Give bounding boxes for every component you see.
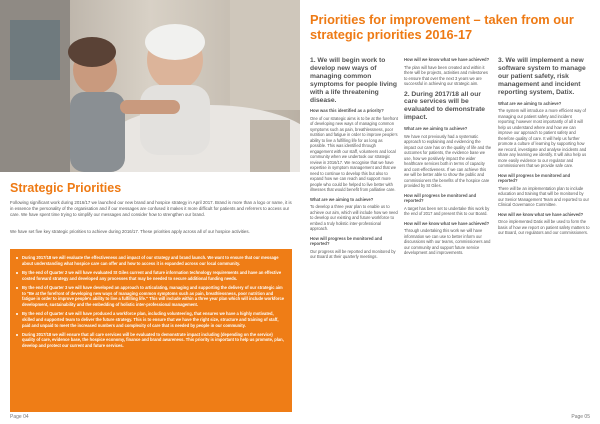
strategic-priorities-heading: Strategic Priorities (10, 181, 122, 195)
question-heading: How will progress be monitored and reported? (404, 192, 477, 204)
answer-paragraph: The system will introduce a more efficient way of managing our patient safety and incident reporting; however most importantly of all it will help us understand where and how we can improve our approach to patient safety and therefore quality of care. It will help us further promote a culture of learning by supporting how we record, investigate and analyse incidents and share any learning we identify. It will also help us more easily evidence to our regulator and commissioners that we provide safe care. (498, 108, 587, 169)
answer-paragraph: To develop a three year plan to enable us to achieve our aim, which will include how we need to develop our existing and future workforce to embed a truly holistic inter-professional approach. (310, 204, 398, 232)
question-heading: What are we aiming to achieve? (404, 126, 468, 132)
intro-paragraph-2: We have set five key strategic priorities to achieve during 2016/17. These priorities apply across all of our hospice activities. (10, 229, 250, 234)
answer-paragraph: We have not previously had a systematic approach to explaining and evidencing the impact our care has on the quality of life and the outcomes for patients, the evidence base we use, how we positively impact the wider healthcare services both in terms of capacity and cost-effectiveness. If we can achieve this we will be better able to show the public and commissioners the benefits of the hospice care provided by St Giles. (404, 133, 492, 189)
column-2 (404, 57, 492, 260)
answer-paragraph: A target has been set to undertake this work by the end of 2017 and present this to our Board. (404, 205, 490, 217)
answer-paragraph: One of our strategic aims is to be at the forefront of developing new ways of managing common symptoms such as pain, breathlessness, poor nutrition and fatigue in order to improve people's ability to live a fulfilling life for as long as possible. This was identified through engagement with our staff, volunteers and local community when we undertook our strategic review in 2016/17. We recognise that we have expertise in symptom management and that we need to continue to develop this but also to expand how we can reach and support more people who could be helped to live better with illnesses that would benefit from palliative care. (310, 115, 398, 193)
page-number-left: Page 04 (10, 414, 29, 420)
question-heading: What are we aiming to achieve? (310, 196, 374, 202)
priority-2-title: 2. During 2017/18 all our care services will be evaluated to demonstrate impact. (404, 90, 486, 122)
answer-paragraph: There will be an implementation plan to include education and training that will be monitored by our Senior Management Team and reported to our Clinical Governance Committee. (498, 185, 589, 208)
answer-paragraph: Through undertaking this work we will have information we can use to better inform our discussions with our teams, commissioners and our community and support future service development and improvements. (404, 228, 491, 256)
priorities-improvement-heading: Priorities for improvement – taken from our strategic priorities 2016-17 (310, 12, 574, 42)
question-heading: How will we know what we have achieved? (498, 211, 584, 217)
question-heading: What are we aiming to achieve? (498, 100, 562, 106)
column-3 (498, 57, 590, 240)
question-heading: How will progress be monitored and reported? (310, 235, 383, 247)
list-item: By the end of Quarter 3 we will have developed an approach to articulating, managing and supporting the delivery of our strategic aim to "Be at the forefront of developing new ways of managing common symptoms such as pain, breathlessness, poor nutrition and fatigue in order to improve people's ability to live a fulfilling life." This will include within a three year plan which will include workforce development, sustainability and the embedding of holistic inter-professional management. (16, 285, 286, 308)
right-page (300, 0, 600, 424)
priority-3-title: 3. We will implement a new software system to manage our patient safety, risk management and incident reporting system, Datix. (498, 57, 586, 96)
priorities-box (10, 249, 292, 412)
list-item: During 2017/18 we will evaluate the effectiveness and impact of our strategy and brand launch. We want to ensure that our message about understanding what hospice care can offer and how to access it is expanded across our local community. (16, 255, 286, 266)
patient-and-carer-image (0, 0, 300, 172)
priority-1-title: 1. We will begin work to develop new ways of managing common symptoms for people living with a life threatening disease. (310, 57, 397, 104)
list-item: During 2017/18 we will ensure that all care services will be evaluated to demonstrate impact including (depending on the service) quality of care, evidence base, the hospice economy, finance and brand awareness. This priority is important to help us promote, plan, develop and protect our current and future services. (16, 332, 286, 349)
priorities-list (16, 255, 286, 349)
question-heading: How will we know what we have achieved? (404, 220, 490, 226)
question-heading: How will we know what we have achieved? (404, 57, 490, 62)
list-item: By the end of Quarter 4 we will have produced a workforce plan, including volunteering, that ensures we have a highly motivated, skilled and supported team to deliver the future strategy. This is to ensure that we have the right size, structure and training of staff, paid and unpaid to meet the increased numbers and complexity of care that is needed by people in our community. (16, 311, 286, 328)
question-heading: How was this identified as a priority? (310, 108, 384, 114)
page-number-right: Page 05 (571, 414, 590, 420)
list-item: By the end of Quarter 2 we will have evaluated St Giles current and future information technology requirements and have an effective costed forward strategy and developed any processes that may be needed to secure additional funding needs. (16, 270, 286, 281)
answer-paragraph: Our progress will be reported and monitored by our Board at their quarterly meetings. (310, 248, 396, 260)
answer-paragraph: The plan will have been created and within it there will be projects, activities and milestones to ensure that over the next 3 years we are successful in achieving our strategic aim. (404, 64, 488, 86)
hospice-photo (0, 0, 300, 172)
intro-paragraph: Following significant work during 2016/17 we launched our new brand and hospice strategy in April 2017. Brand is more than a logo or name, it is in essence the personality of the organisation and if our messages are confused it makes it more difficult for patients and referrers to access our care. We have spent time trying to simplify our messages and consider how to strengthen our brand. (10, 200, 292, 217)
question-heading: How will progress be monitored and reported? (498, 172, 571, 184)
column-1 (310, 57, 398, 264)
answer-paragraph: Once implemented Datix will be used to form the basis of how we report on patient safety matters to our Board, our regulators and our commissioners. (498, 219, 590, 236)
